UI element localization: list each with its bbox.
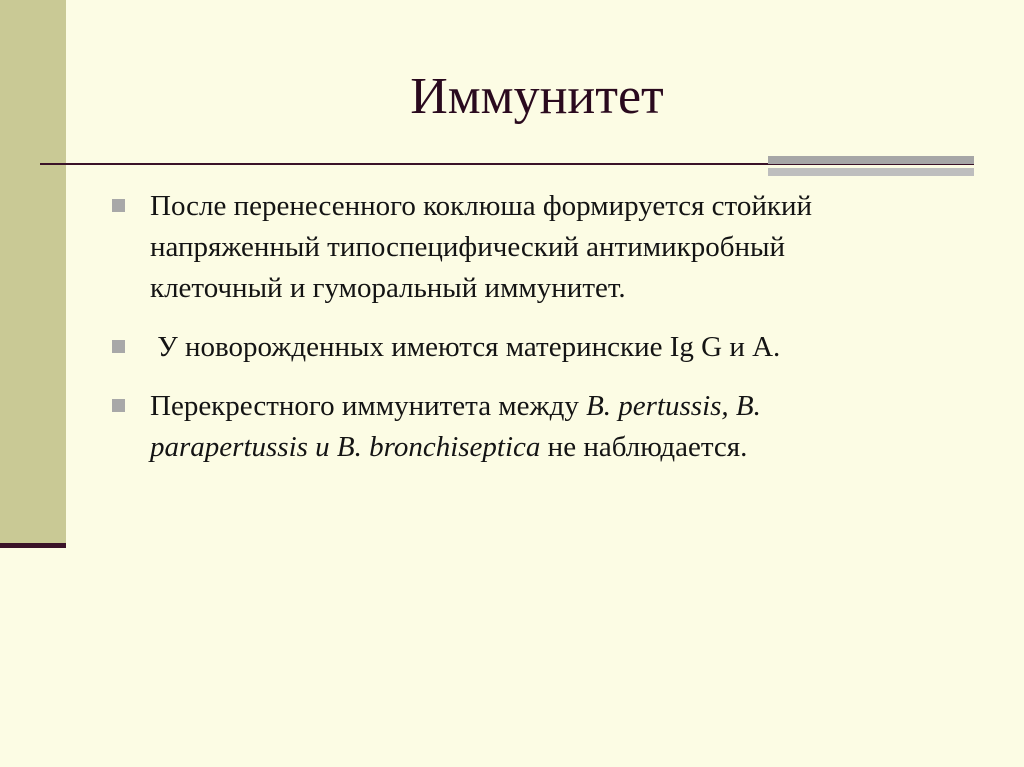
bullet-list <box>112 186 912 468</box>
bullet-item-1 <box>112 186 912 309</box>
bullet-text: Перекрестного иммунитета между <box>150 390 587 422</box>
square-bullet-icon <box>112 340 125 353</box>
left-bar-bottom-edge <box>0 543 66 548</box>
bullet-text-end: не наблюдается. <box>540 431 748 463</box>
bacteria-species-names: B. pertussis, B. parapertussis и B. bronchiseptica <box>150 390 761 463</box>
title-accent-bar-bottom <box>768 168 974 176</box>
square-bullet-icon <box>112 399 125 412</box>
bullet-item-3 <box>112 386 912 468</box>
bullet-item-2 <box>112 327 912 368</box>
square-bullet-icon <box>112 199 125 212</box>
title-accent-bar-top <box>768 156 974 164</box>
slide-title: Иммунитет <box>410 68 664 125</box>
bullet-text: У новорожденных имеются материнские Ig G и А. <box>150 331 781 363</box>
bullet-text: После перенесенного коклюша формируется стойкий напряженный типоспецифический антимикробный клеточный и гуморальный иммунитет. <box>150 190 812 304</box>
